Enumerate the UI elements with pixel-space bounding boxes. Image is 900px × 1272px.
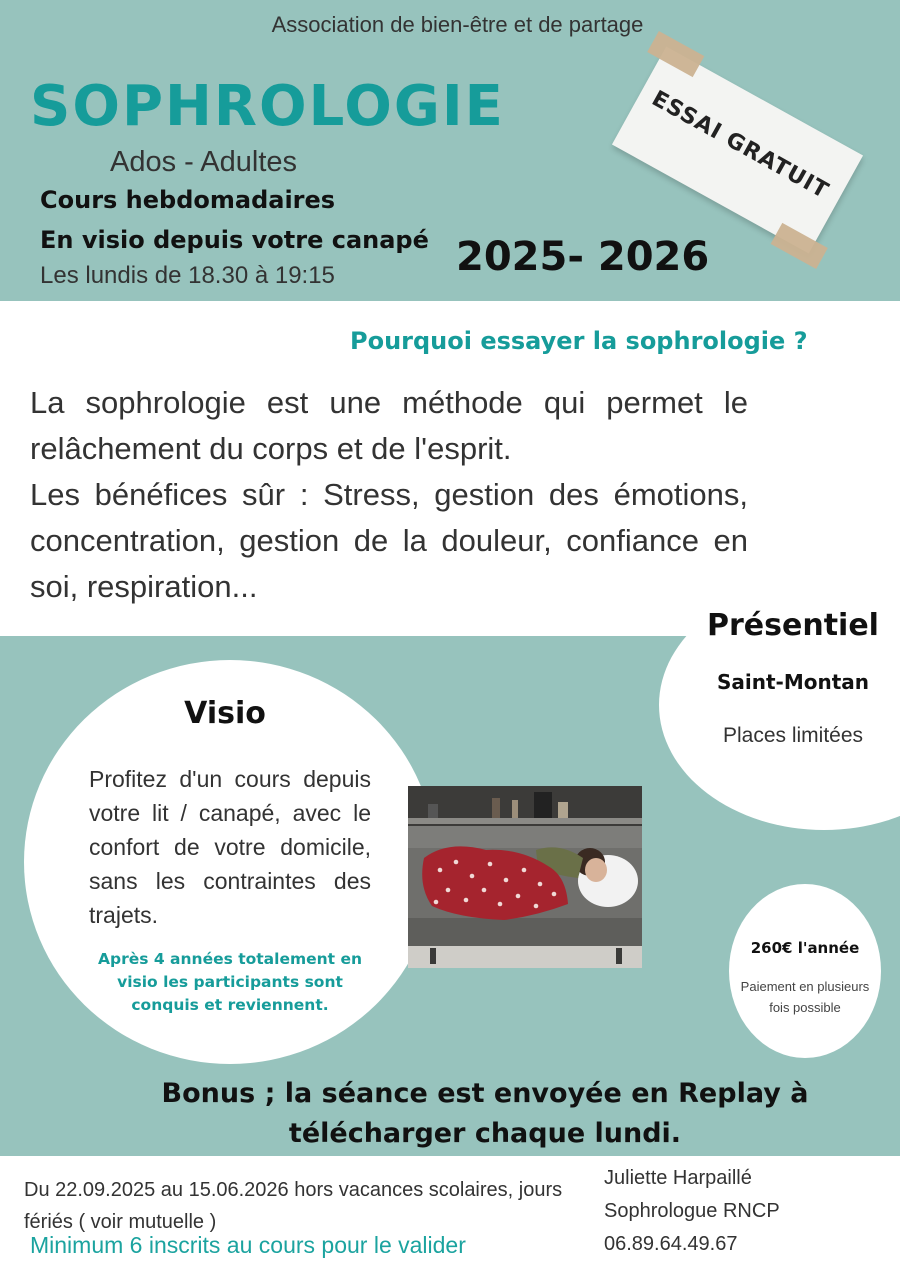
intro-line: Les bénéfices sûr : Stress, gestion des émotions, concentration, gestion de la douleur, confiance en soi, respiration... (30, 477, 748, 604)
course-dates: Du 22.09.2025 au 15.06.2026 hors vacances scolaires, jours fériés ( voir mutuelle ) (24, 1179, 563, 1233)
season-label: 2025- 2026 (456, 234, 710, 280)
intro-heading: Pourquoi essayer la sophrologie ? (350, 327, 808, 355)
visio-description: Profitez d'un cours depuis votre lit / canapé, avec le confort de votre domicile, sans les contraintes des trajets. (89, 766, 371, 928)
format-label: En visio depuis votre canapé (40, 226, 429, 254)
visio-title: Visio (184, 696, 266, 731)
contact-block (604, 1162, 780, 1261)
price-label: 260€ l'année (750, 939, 860, 957)
presentiel-place: Saint-Montan (716, 670, 870, 694)
sleeping-woman-photo (408, 786, 642, 968)
page-title: SOPHROLOGIE (30, 74, 505, 139)
presentiel-title: Présentiel (707, 608, 879, 643)
intro-text (30, 380, 748, 610)
intro-line: La sophrologie est une méthode qui permet le relâchement du corps et de l'esprit. (30, 385, 748, 466)
contact-role: Sophrologue RNCP (604, 1200, 780, 1222)
bonus-line: télécharger chaque lundi. (288, 1118, 682, 1149)
contact-phone: 06.89.64.49.67 (604, 1233, 738, 1255)
payment-note: Paiement en plusieurs fois possible (740, 979, 870, 1015)
frequency-label: Cours hebdomadaires (40, 186, 336, 214)
association-name: Association de bien-être et de partage (271, 12, 644, 37)
contact-name: Juliette Harpaillé (604, 1167, 752, 1189)
price-circle (729, 884, 881, 1058)
presentiel-note: Places limitées (722, 724, 864, 747)
audience-label: Ados - Adultes (110, 146, 297, 178)
bonus-text (0, 1074, 900, 1154)
schedule-label: Les lundis de 18.30 à 19:15 (40, 262, 335, 289)
bonus-line: Bonus ; la séance est envoyée en Replay à (161, 1078, 809, 1109)
visio-note: Après 4 années totalement en visio les participants sont conquis et reviennent. (97, 950, 363, 1014)
minimum-participants: Minimum 6 inscrits au cours pour le valider (30, 1232, 466, 1258)
free-trial-text: ESSAI GRATUIT (647, 86, 833, 205)
